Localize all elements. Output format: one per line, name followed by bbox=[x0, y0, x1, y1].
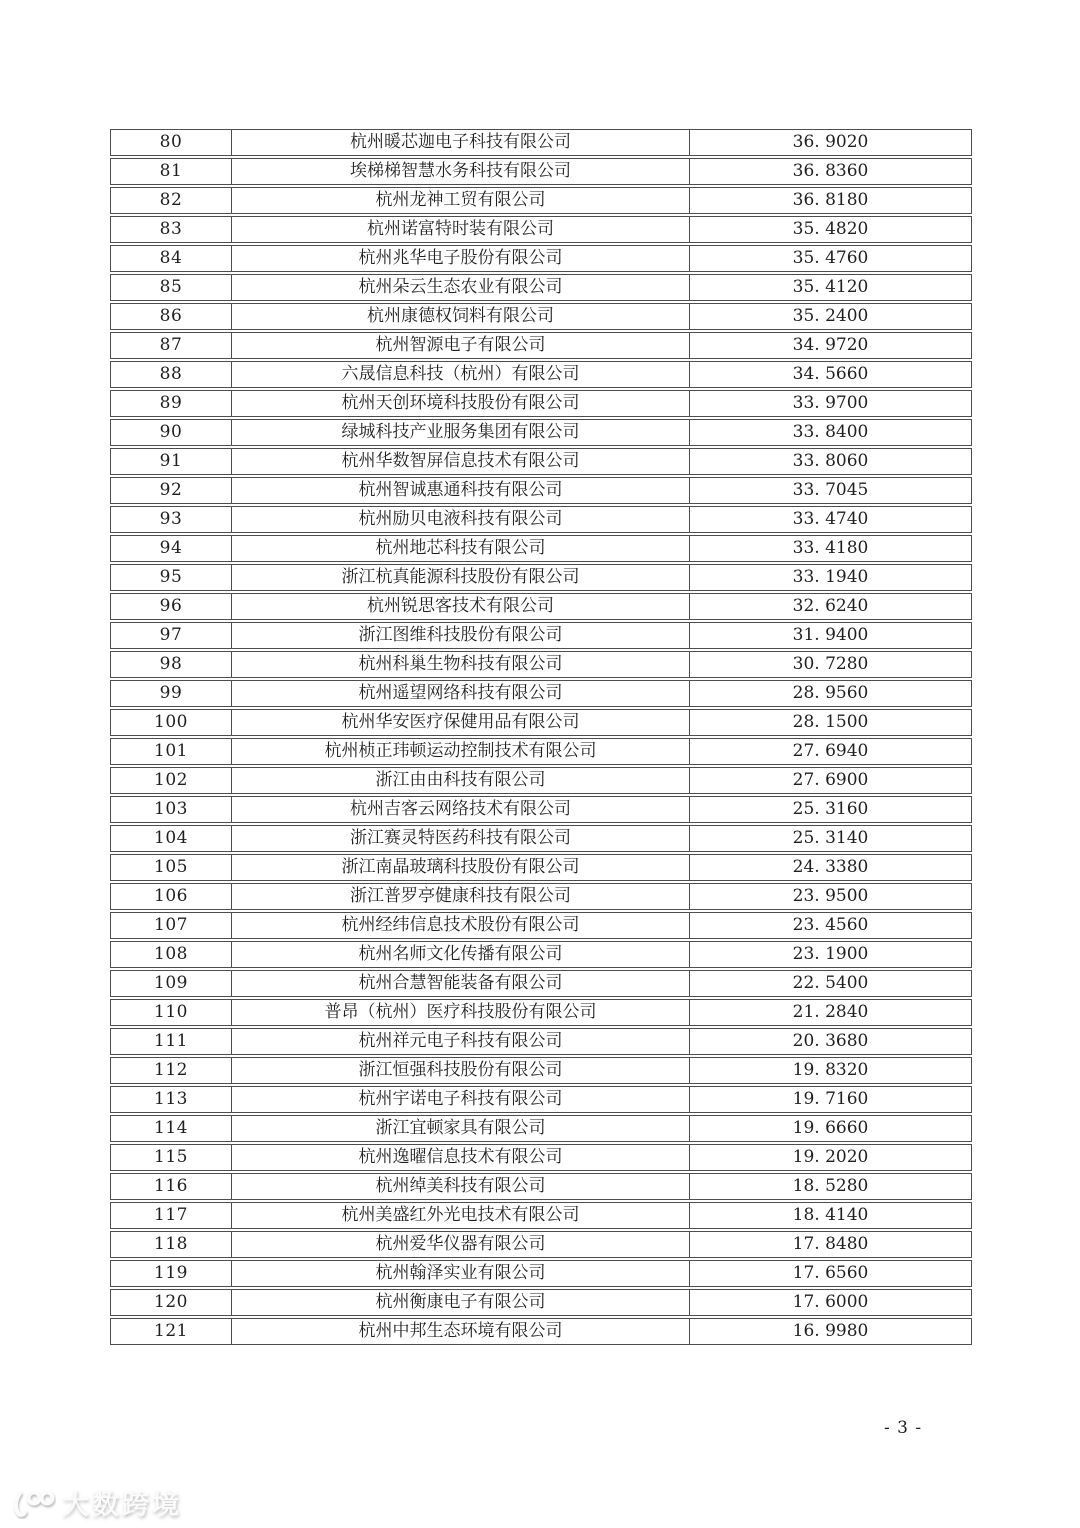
company-cell: 杭州吉客云网络技术有限公司 bbox=[232, 796, 690, 823]
table-row bbox=[110, 1202, 972, 1229]
company-cell: 杭州华安医疗保健用品有限公司 bbox=[232, 709, 690, 736]
rank-cell: 107 bbox=[110, 912, 232, 939]
score-cell: 19. 6660 bbox=[690, 1115, 972, 1142]
score-cell: 17. 6560 bbox=[690, 1260, 972, 1287]
score-cell: 23. 4560 bbox=[690, 912, 972, 939]
ranking-table-body bbox=[110, 129, 972, 1345]
table-row bbox=[110, 767, 972, 794]
rank-cell: 102 bbox=[110, 767, 232, 794]
score-cell: 28. 9560 bbox=[690, 680, 972, 707]
rank-cell: 81 bbox=[110, 158, 232, 185]
table-row bbox=[110, 796, 972, 823]
table-row bbox=[110, 1173, 972, 1200]
score-cell: 35. 4820 bbox=[690, 216, 972, 243]
table-row bbox=[110, 883, 972, 910]
company-cell: 浙江赛灵特医药科技有限公司 bbox=[232, 825, 690, 852]
rank-cell: 111 bbox=[110, 1028, 232, 1055]
company-cell: 绿城科技产业服务集团有限公司 bbox=[232, 419, 690, 446]
rank-cell: 117 bbox=[110, 1202, 232, 1229]
rank-cell: 87 bbox=[110, 332, 232, 359]
score-cell: 33. 8400 bbox=[690, 419, 972, 446]
rank-cell: 88 bbox=[110, 361, 232, 388]
rank-cell: 103 bbox=[110, 796, 232, 823]
company-cell: 浙江普罗亭健康科技有限公司 bbox=[232, 883, 690, 910]
score-cell: 19. 7160 bbox=[690, 1086, 972, 1113]
company-cell: 杭州绰美科技有限公司 bbox=[232, 1173, 690, 1200]
company-cell: 杭州暖芯迦电子科技有限公司 bbox=[232, 129, 690, 156]
company-cell: 杭州励贝电液科技有限公司 bbox=[232, 506, 690, 533]
table-row bbox=[110, 1086, 972, 1113]
company-cell: 杭州地芯科技有限公司 bbox=[232, 535, 690, 562]
table-row bbox=[110, 854, 972, 881]
rank-cell: 89 bbox=[110, 390, 232, 417]
table-row bbox=[110, 680, 972, 707]
score-cell: 33. 4180 bbox=[690, 535, 972, 562]
company-cell: 杭州宇诺电子科技有限公司 bbox=[232, 1086, 690, 1113]
rank-cell: 80 bbox=[110, 129, 232, 156]
table-row bbox=[110, 187, 972, 214]
company-cell: 杭州康德权饲料有限公司 bbox=[232, 303, 690, 330]
rank-cell: 110 bbox=[110, 999, 232, 1026]
table-row bbox=[110, 303, 972, 330]
score-cell: 25. 3140 bbox=[690, 825, 972, 852]
company-cell: 普昂（杭州）医疗科技股份有限公司 bbox=[232, 999, 690, 1026]
score-cell: 23. 9500 bbox=[690, 883, 972, 910]
table-row bbox=[110, 361, 972, 388]
rank-cell: 101 bbox=[110, 738, 232, 765]
score-cell: 34. 5660 bbox=[690, 361, 972, 388]
table-row bbox=[110, 245, 972, 272]
rank-cell: 97 bbox=[110, 622, 232, 649]
score-cell: 36. 8360 bbox=[690, 158, 972, 185]
table-row bbox=[110, 274, 972, 301]
rank-cell: 108 bbox=[110, 941, 232, 968]
table-row bbox=[110, 390, 972, 417]
score-cell: 33. 1940 bbox=[690, 564, 972, 591]
score-cell: 32. 6240 bbox=[690, 593, 972, 620]
rank-cell: 83 bbox=[110, 216, 232, 243]
company-cell: 杭州遥望网络科技有限公司 bbox=[232, 680, 690, 707]
company-cell: 浙江由由科技有限公司 bbox=[232, 767, 690, 794]
rank-cell: 82 bbox=[110, 187, 232, 214]
table-row bbox=[110, 1057, 972, 1084]
company-cell: 杭州桢正玮顿运动控制技术有限公司 bbox=[232, 738, 690, 765]
watermark bbox=[10, 1483, 182, 1522]
table-row bbox=[110, 332, 972, 359]
company-cell: 杭州美盛红外光电技术有限公司 bbox=[232, 1202, 690, 1229]
score-cell: 19. 2020 bbox=[690, 1144, 972, 1171]
rank-cell: 96 bbox=[110, 593, 232, 620]
company-cell: 杭州衡康电子有限公司 bbox=[232, 1289, 690, 1316]
score-cell: 22. 5400 bbox=[690, 970, 972, 997]
score-cell: 17. 8480 bbox=[690, 1231, 972, 1258]
table-row bbox=[110, 129, 972, 156]
rank-cell: 85 bbox=[110, 274, 232, 301]
score-cell: 25. 3160 bbox=[690, 796, 972, 823]
company-cell: 杭州龙神工贸有限公司 bbox=[232, 187, 690, 214]
rank-cell: 91 bbox=[110, 448, 232, 475]
score-cell: 23. 1900 bbox=[690, 941, 972, 968]
rank-cell: 121 bbox=[110, 1318, 232, 1345]
company-cell: 杭州翰泽实业有限公司 bbox=[232, 1260, 690, 1287]
table-row bbox=[110, 1260, 972, 1287]
company-cell: 杭州天创环境科技股份有限公司 bbox=[232, 390, 690, 417]
company-cell: 杭州智诚惠通科技有限公司 bbox=[232, 477, 690, 504]
table-row bbox=[110, 941, 972, 968]
score-cell: 21. 2840 bbox=[690, 999, 972, 1026]
table-row bbox=[110, 477, 972, 504]
table-row bbox=[110, 535, 972, 562]
company-cell: 杭州诺富特时装有限公司 bbox=[232, 216, 690, 243]
company-cell: 杭州华数智屏信息技术有限公司 bbox=[232, 448, 690, 475]
score-cell: 33. 7045 bbox=[690, 477, 972, 504]
rank-cell: 105 bbox=[110, 854, 232, 881]
rank-cell: 106 bbox=[110, 883, 232, 910]
rank-cell: 93 bbox=[110, 506, 232, 533]
company-cell: 浙江宜顿家具有限公司 bbox=[232, 1115, 690, 1142]
table-row bbox=[110, 1231, 972, 1258]
company-cell: 杭州祥元电子科技有限公司 bbox=[232, 1028, 690, 1055]
table-row bbox=[110, 999, 972, 1026]
company-cell: 杭州锐思客技术有限公司 bbox=[232, 593, 690, 620]
rank-cell: 114 bbox=[110, 1115, 232, 1142]
table-row bbox=[110, 506, 972, 533]
rank-cell: 98 bbox=[110, 651, 232, 678]
company-cell: 杭州兆华电子股份有限公司 bbox=[232, 245, 690, 272]
score-cell: 17. 6000 bbox=[690, 1289, 972, 1316]
table-row bbox=[110, 1028, 972, 1055]
score-cell: 18. 4140 bbox=[690, 1202, 972, 1229]
company-cell: 浙江恒强科技股份有限公司 bbox=[232, 1057, 690, 1084]
page-number: - 3 - bbox=[884, 1418, 923, 1438]
rank-cell: 84 bbox=[110, 245, 232, 272]
rank-cell: 99 bbox=[110, 680, 232, 707]
table-row bbox=[110, 1144, 972, 1171]
table-row bbox=[110, 738, 972, 765]
table-row bbox=[110, 448, 972, 475]
watermark-text: 大数跨境 bbox=[62, 1490, 182, 1521]
table-row bbox=[110, 593, 972, 620]
rank-cell: 92 bbox=[110, 477, 232, 504]
score-cell: 36. 9020 bbox=[690, 129, 972, 156]
company-cell: 浙江杭真能源科技股份有限公司 bbox=[232, 564, 690, 591]
company-cell: 杭州智源电子有限公司 bbox=[232, 332, 690, 359]
table-row bbox=[110, 622, 972, 649]
rank-cell: 118 bbox=[110, 1231, 232, 1258]
company-cell: 杭州朵云生态农业有限公司 bbox=[232, 274, 690, 301]
score-cell: 24. 3380 bbox=[690, 854, 972, 881]
rank-cell: 94 bbox=[110, 535, 232, 562]
company-cell: 浙江图维科技股份有限公司 bbox=[232, 622, 690, 649]
company-cell: 杭州中邦生态环境有限公司 bbox=[232, 1318, 690, 1345]
table-row bbox=[110, 912, 972, 939]
company-cell: 杭州逸曜信息技术有限公司 bbox=[232, 1144, 690, 1171]
score-cell: 18. 5280 bbox=[690, 1173, 972, 1200]
rank-cell: 112 bbox=[110, 1057, 232, 1084]
table-row bbox=[110, 1115, 972, 1142]
score-cell: 33. 8060 bbox=[690, 448, 972, 475]
score-cell: 35. 4760 bbox=[690, 245, 972, 272]
rank-cell: 95 bbox=[110, 564, 232, 591]
score-cell: 28. 1500 bbox=[690, 709, 972, 736]
company-cell: 杭州名师文化传播有限公司 bbox=[232, 941, 690, 968]
score-cell: 33. 9700 bbox=[690, 390, 972, 417]
glasses-100-logo-icon bbox=[10, 1487, 56, 1519]
rank-cell: 90 bbox=[110, 419, 232, 446]
company-cell: 杭州合慧智能装备有限公司 bbox=[232, 970, 690, 997]
table-row bbox=[110, 564, 972, 591]
company-ranking-table bbox=[110, 127, 972, 1347]
table-row bbox=[110, 1318, 972, 1345]
rank-cell: 100 bbox=[110, 709, 232, 736]
table-row bbox=[110, 825, 972, 852]
company-cell: 杭州爱华仪器有限公司 bbox=[232, 1231, 690, 1258]
table-row bbox=[110, 158, 972, 185]
rank-cell: 115 bbox=[110, 1144, 232, 1171]
rank-cell: 109 bbox=[110, 970, 232, 997]
score-cell: 30. 7280 bbox=[690, 651, 972, 678]
company-cell: 杭州经纬信息技术股份有限公司 bbox=[232, 912, 690, 939]
score-cell: 27. 6900 bbox=[690, 767, 972, 794]
company-ranking-table-wrap bbox=[110, 127, 968, 1347]
score-cell: 31. 9400 bbox=[690, 622, 972, 649]
score-cell: 35. 2400 bbox=[690, 303, 972, 330]
rank-cell: 104 bbox=[110, 825, 232, 852]
score-cell: 35. 4120 bbox=[690, 274, 972, 301]
score-cell: 16. 9980 bbox=[690, 1318, 972, 1345]
score-cell: 27. 6940 bbox=[690, 738, 972, 765]
rank-cell: 116 bbox=[110, 1173, 232, 1200]
company-cell: 浙江南晶玻璃科技股份有限公司 bbox=[232, 854, 690, 881]
score-cell: 20. 3680 bbox=[690, 1028, 972, 1055]
table-row bbox=[110, 216, 972, 243]
rank-cell: 86 bbox=[110, 303, 232, 330]
score-cell: 33. 4740 bbox=[690, 506, 972, 533]
table-row bbox=[110, 709, 972, 736]
company-cell: 杭州科巢生物科技有限公司 bbox=[232, 651, 690, 678]
table-row bbox=[110, 970, 972, 997]
score-cell: 34. 9720 bbox=[690, 332, 972, 359]
rank-cell: 113 bbox=[110, 1086, 232, 1113]
company-cell: 埃梯梯智慧水务科技有限公司 bbox=[232, 158, 690, 185]
rank-cell: 120 bbox=[110, 1289, 232, 1316]
score-cell: 36. 8180 bbox=[690, 187, 972, 214]
company-cell: 六晟信息科技（杭州）有限公司 bbox=[232, 361, 690, 388]
table-row bbox=[110, 419, 972, 446]
table-row bbox=[110, 651, 972, 678]
rank-cell: 119 bbox=[110, 1260, 232, 1287]
table-row bbox=[110, 1289, 972, 1316]
score-cell: 19. 8320 bbox=[690, 1057, 972, 1084]
